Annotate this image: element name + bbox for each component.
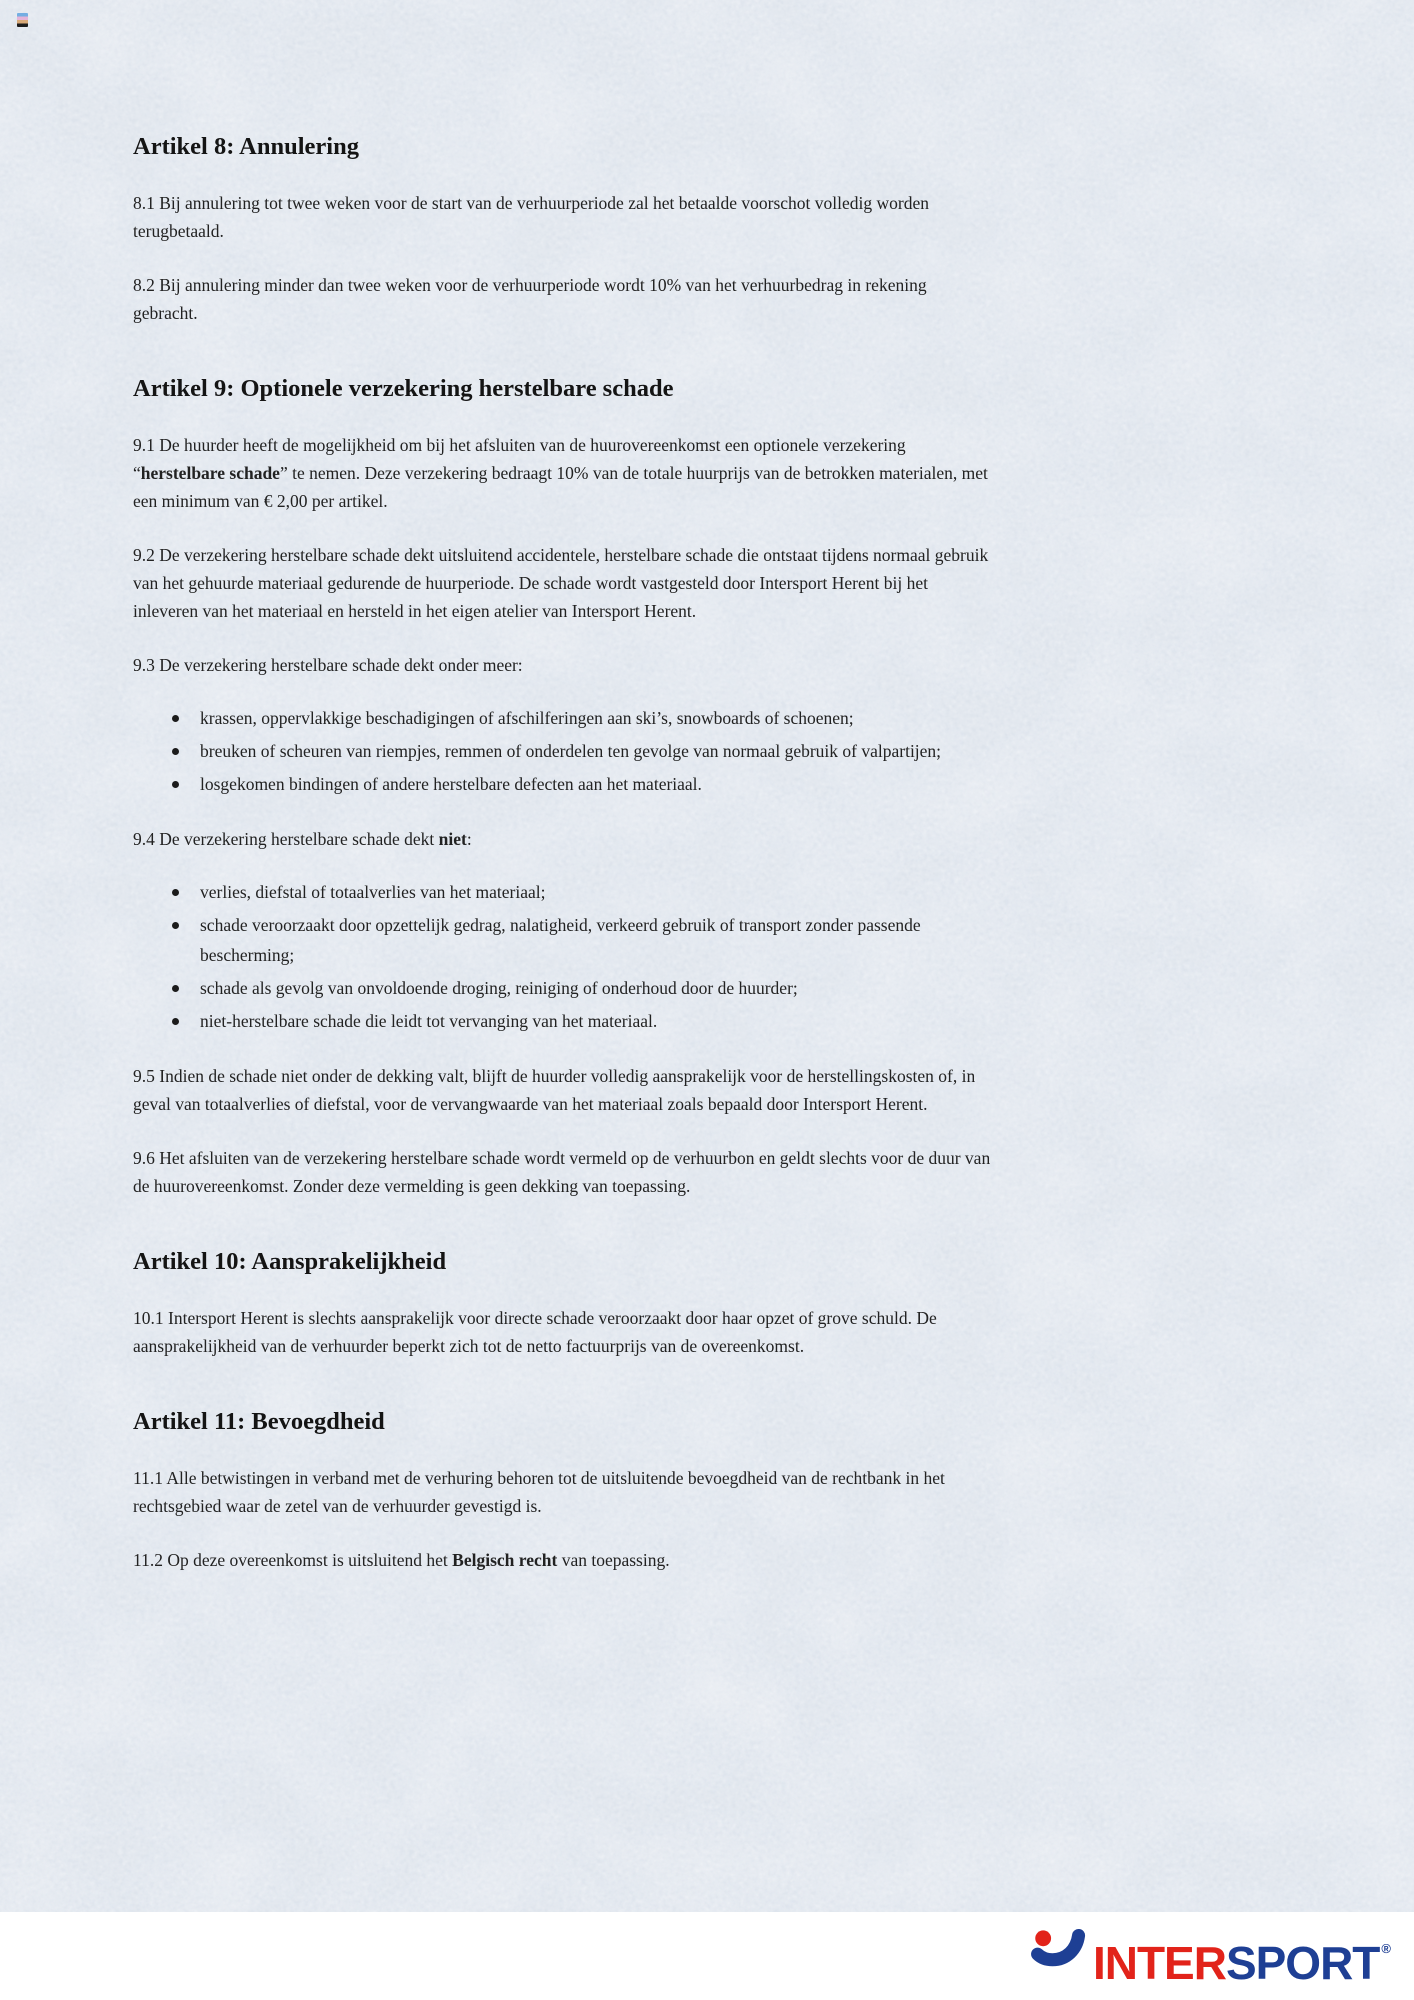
paragraph [133, 189, 991, 245]
image-placeholder-icon [17, 13, 28, 27]
text-run: 9.4 De verzekering herstelbare schade dekt [133, 829, 439, 849]
text-run: schade als gevolg van onvoldoende droging, reiniging of onderhoud door de huurder; [200, 978, 798, 998]
text-run: 11.1 Alle betwistingen in verband met de verhuring behoren tot de uitsluitende bevoegdheid van de rechtbank in het rechtsgebied waar de zetel van de verhuurder gevestigd is. [133, 1468, 945, 1516]
text-run: 9.3 De verzekering herstelbare schade dekt onder meer: [133, 655, 523, 675]
paragraph [133, 1546, 991, 1574]
text-run: 9.1 De huurder heeft de mogelijkheid om bij het afsluiten van de huurovereenkomst een optionele verzekering “ [133, 435, 906, 483]
intersport-logo [1031, 1926, 1390, 1989]
document-body [133, 0, 991, 1574]
section-heading: Artikel 10: Aansprakelijkheid [133, 1248, 447, 1275]
bullet-list [133, 877, 991, 1036]
logo-sport-text: SPORT [1225, 1937, 1380, 1989]
text-run: verlies, diefstal of totaalverlies van het materiaal; [200, 882, 546, 902]
paragraph [133, 1464, 991, 1520]
paragraph [133, 271, 991, 327]
bullet-item [133, 736, 991, 766]
bullet-item [133, 703, 991, 733]
paragraph [133, 1062, 991, 1118]
bullet-item [133, 877, 991, 907]
bullet-list [133, 703, 991, 799]
section-heading: Artikel 11: Bevoegdheid [133, 1408, 385, 1435]
section-heading: Artikel 9: Optionele verzekering herstelbare schade [133, 375, 674, 402]
paragraph [133, 1144, 991, 1200]
text-run: 8.2 Bij annulering minder dan twee weken voor de verhuurperiode wordt 10% van het verhuurbedrag in rekening gebracht. [133, 275, 927, 323]
paragraph [133, 541, 991, 625]
section-heading: Artikel 8: Annulering [133, 133, 359, 160]
logo-inter-text: INTER [1092, 1937, 1226, 1989]
paragraph [133, 651, 991, 679]
text-run: van toepassing. [557, 1550, 670, 1570]
paragraph [133, 1304, 991, 1360]
text-run: ” te nemen. Deze verzekering bedraagt 10% van de totale huurprijs van de betrokken materialen, met een minimum van € 2,00 per artikel. [133, 463, 988, 511]
intersport-logo-text [1092, 1926, 1390, 1989]
text-run: 9.5 Indien de schade niet onder de dekking valt, blijft de huurder volledig aansprakelijk voor de herstellingskosten of, in geval van totaalverlies of diefstal, voor de vervangwaarde van het materiaal zoals bepaald door Intersport Herent. [133, 1066, 976, 1114]
bullet-item [133, 1006, 991, 1036]
text-run: breuken of scheuren van riempjes, remmen of onderdelen ten gevolge van normaal gebruik of valpartijen; [200, 741, 942, 761]
text-run: 8.1 Bij annulering tot twee weken voor de start van de verhuurperiode zal het betaalde voorschot volledig worden terugbetaald. [133, 193, 929, 241]
text-run: 10.1 Intersport Herent is slechts aansprakelijk voor directe schade veroorzaakt door haar opzet of grove schuld. De aansprakelijkheid van de verhuurder beperkt zich tot de netto factuurprijs van de overeenkomst. [133, 1308, 937, 1356]
text-run: 9.2 De verzekering herstelbare schade dekt uitsluitend accidentele, herstelbare schade die ontstaat tijdens normaal gebruik van het gehuurde materiaal gedurende de huurperiode. De schade wordt vastgesteld door Intersport Herent bij het inleveren van het materiaal en hersteld in het eigen atelier van Intersport Herent. [133, 545, 989, 621]
text-run: losgekomen bindingen of andere herstelbare defecten aan het materiaal. [200, 774, 702, 794]
bullet-item [133, 910, 991, 970]
paragraph [133, 825, 991, 853]
text-run: niet-herstelbare schade die leidt tot vervanging van het materiaal. [200, 1011, 658, 1031]
bold-text-run: niet [438, 829, 467, 849]
text-run: 9.6 Het afsluiten van de verzekering herstelbare schade wordt vermeld op de verhuurbon en geldt slechts voor de duur van de huurovereenkomst. Zonder deze vermelding is geen dekking van toepassing. [133, 1148, 991, 1196]
text-run: 11.2 Op deze overeenkomst is uitsluitend het [133, 1550, 453, 1570]
page-footer [0, 1912, 1414, 2000]
bullet-item [133, 769, 991, 799]
intersport-logo-mark-icon [1031, 1929, 1087, 1983]
text-run: : [466, 829, 472, 849]
text-run: schade veroorzaakt door opzettelijk gedrag, nalatigheid, verkeerd gebruik of transport zonder passende bescherming; [200, 915, 921, 965]
bullet-item [133, 973, 991, 1003]
registered-trademark-symbol: ® [1381, 1941, 1390, 1956]
bold-text-run: herstelbare schade [140, 463, 280, 483]
paragraph [133, 431, 991, 515]
bold-text-run: Belgisch recht [452, 1550, 558, 1570]
text-run: krassen, oppervlakkige beschadigingen of afschilferingen aan ski’s, snowboards of schoenen; [200, 708, 854, 728]
